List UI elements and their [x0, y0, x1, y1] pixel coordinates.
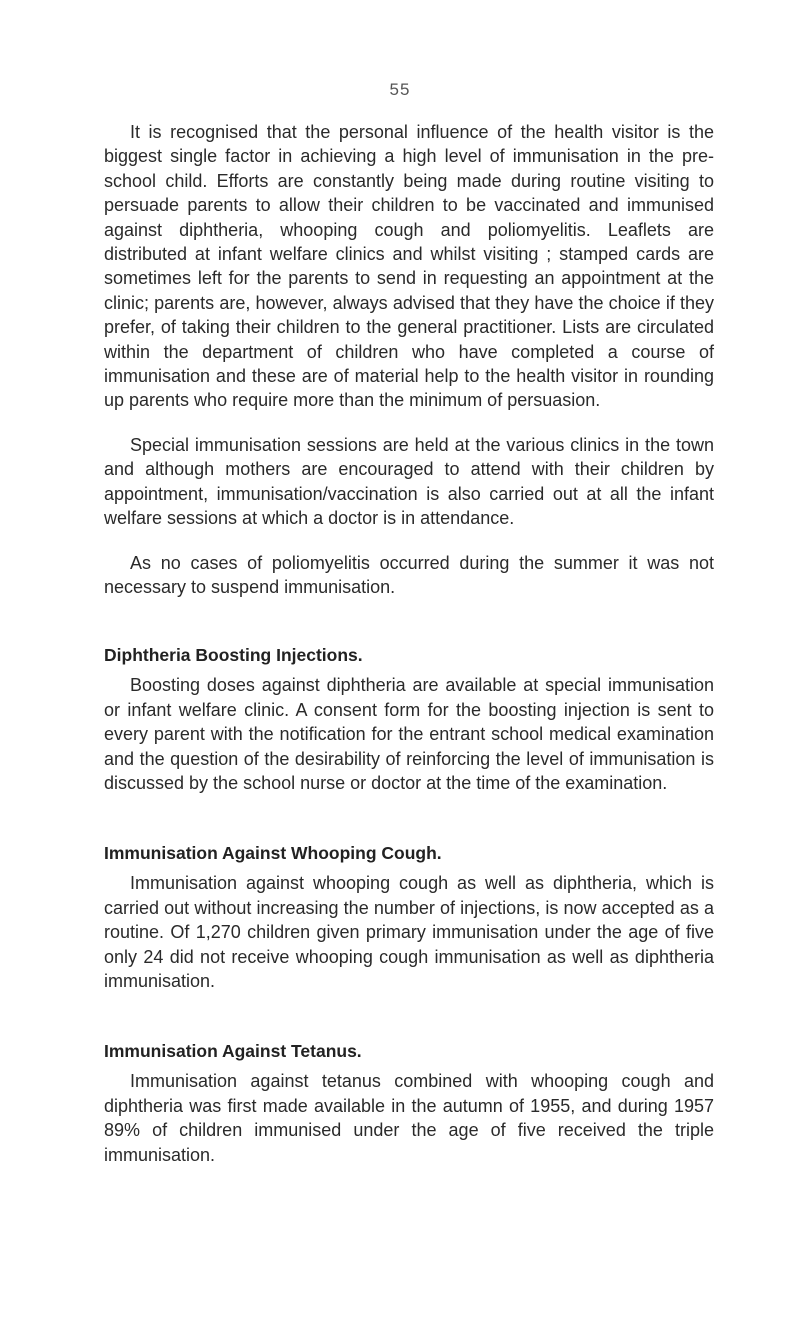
intro-paragraph-2: Special immunisation sessions are held at the various clinics in the town and although mothers are encouraged to attend with their children by appointment, immunisation/vaccination is also carried out at all the infant welfare sessions at which a doctor is in attendance.: [104, 434, 714, 529]
section-paragraph: Boosting doses against diphtheria are available at special immunisation or infant welfare clinic. A consent form for the boosting injection is sent to every parent with the notification for the entrant school medical examination and the question of the desirability of reinforcing the level of immunisation is discussed by the school nurse or doctor at the time of the examination.: [104, 675, 714, 793]
intro-paragraph-3: As no cases of poliomyelitis occurred during the summer it was not necessary to suspend immunisation.: [104, 552, 714, 597]
section-whooping-cough: [104, 841, 714, 993]
section-paragraph: Immunisation against tetanus combined with whooping cough and diphtheria was first made available in the autumn of 1955, and during 1957 89% of children immunised under the age of five received the triple immunisation.: [104, 1071, 714, 1165]
section-diphtheria-boosting: [104, 643, 714, 795]
section-tetanus: [104, 1039, 714, 1167]
section-heading: Immunisation Against Whooping Cough.: [104, 843, 442, 864]
section-heading: Diphtheria Boosting Injections.: [104, 645, 363, 666]
page-number: 55: [389, 80, 411, 99]
section-paragraph: Immunisation against whooping cough as well as diphtheria, which is carried out without increasing the number of injections, is now accepted as a routine. Of 1,270 children given primary immunisation under the age of five only 24 did not receive whooping cough immunisation as well as diphtheria immunisation.: [104, 873, 714, 991]
page-body: [104, 120, 714, 1167]
section-heading: Immunisation Against Tetanus.: [104, 1041, 362, 1062]
intro-paragraph-1: It is recognised that the personal influence of the health visitor is the biggest single factor in achieving a high level of immunisation in the pre-school child. Efforts are constantly being made during routine visiting to persuade parents to allow their children to be vaccinated and immunised against diphtheria, whooping cough and poliomyelitis. Leaflets are distributed at infant welfare clinics and whilst visiting ; stamped cards are sometimes left for the parents to send in requesting an appointment at the clinic; parents are, however, always advised that they have the choice if they prefer, of taking their children to the general practitioner. Lists are circulated within the department of children who have completed a course of immunisation and these are of material help to the health visitor in rounding up parents who require more than the minimum of persuasion.: [104, 122, 714, 411]
